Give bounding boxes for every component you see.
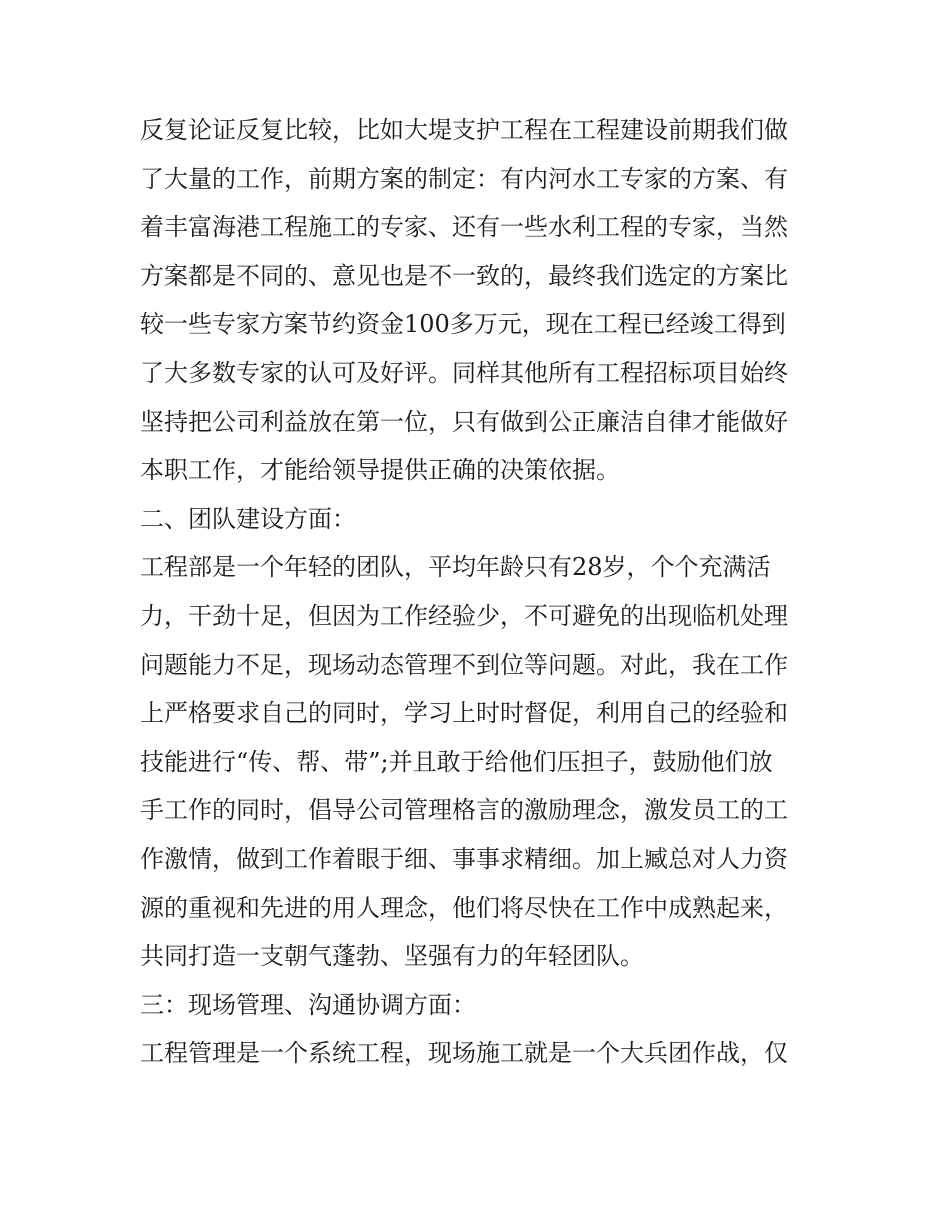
section-heading-team-building: 二、团队建设方面： <box>140 504 356 533</box>
section-heading-site-management: 三：现场管理、沟通协调方面： <box>140 990 476 1019</box>
text-line: 技能进行“传、帮、带”;并且敢于给他们压担子，鼓励他们放 <box>140 747 773 776</box>
text-line: 工程管理是一个系统工程，现场施工就是一个大兵团作战，仅 <box>140 1039 788 1068</box>
text-line: 方案都是不同的、意见也是不一致的，最终我们选定的方案比 <box>140 261 788 290</box>
text-line: 问题能力不足，现场动态管理不到位等问题。对此，我在工作 <box>140 650 788 679</box>
text-line: 上严格要求自己的同时，学习上时时督促，利用自己的经验和 <box>140 699 788 728</box>
document-body <box>140 106 820 1078</box>
text-line: 了大量的工作，前期方案的制定：有内河水工专家的方案、有 <box>140 164 788 193</box>
text-line: 工程部是一个年轻的团队，平均年龄只有28岁，个个充满活 <box>140 553 771 582</box>
text-line: 着丰富海港工程施工的专家、还有一些水利工程的专家，当然 <box>140 213 788 242</box>
text-line: 源的重视和先进的用人理念，他们将尽快在工作中成熟起来， <box>140 893 788 922</box>
text-line: 坚持把公司利益放在第一位，只有做到公正廉洁自律才能做好 <box>140 407 788 436</box>
text-line: 作激情，做到工作着眼于细、事事求精细。加上臧总对人力资 <box>140 844 788 873</box>
text-line: 了大多数专家的认可及好评。同样其他所有工程招标项目始终 <box>140 358 788 387</box>
text-line: 手工作的同时，倡导公司管理格言的激励理念，激发员工的工 <box>140 796 788 825</box>
text-line: 力，干劲十足，但因为工作经验少，不可避免的出现临机处理 <box>140 601 788 630</box>
text-line: 较一些专家方案节约资金100多万元，现在工程已经竣工得到 <box>140 310 786 339</box>
text-line: 本职工作，才能给领导提供正确的决策依据。 <box>140 456 620 485</box>
text-line: 共同打造一支朝气蓬勃、坚强有力的年轻团队。 <box>140 942 644 971</box>
text-line: 反复论证反复比较，比如大堤支护工程在工程建设前期我们做 <box>140 116 788 144</box>
